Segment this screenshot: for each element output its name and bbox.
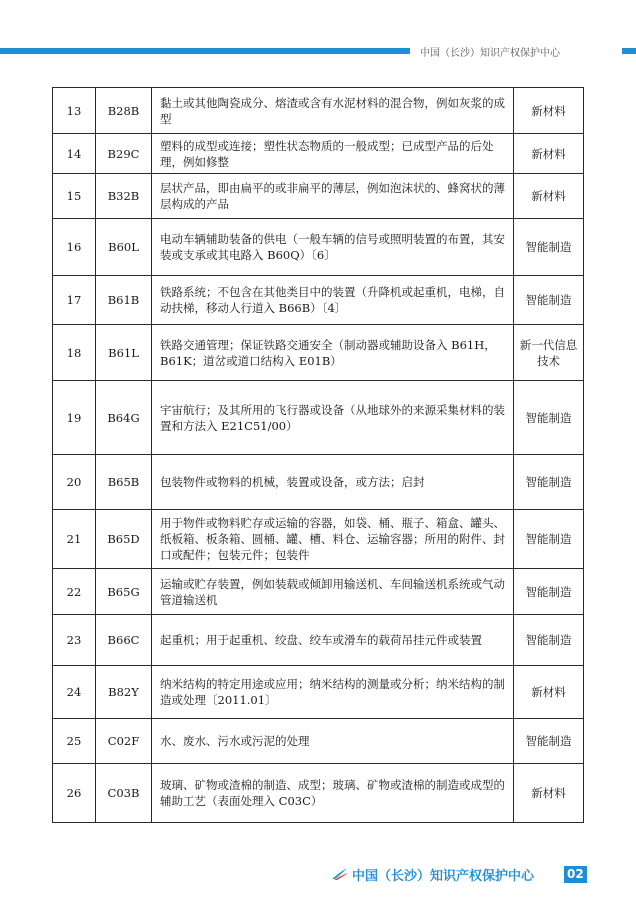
table-row [53, 174, 584, 219]
row-description: 层状产品，即由扁平的或非扁平的薄层，例如泡沫状的、蜂窝状的薄层构成的产品 [152, 174, 514, 219]
row-number: 16 [53, 219, 96, 276]
industry-category: 智能制造 [514, 276, 584, 325]
row-number: 17 [53, 276, 96, 325]
industry-category: 智能制造 [514, 455, 584, 510]
ipc-code: C02F [96, 719, 152, 764]
row-description: 用于物件或物料贮存或运输的容器，如袋、桶、瓶子、箱盒、罐头、纸板箱、板条箱、圆桶、罐、槽、料仓、运输容器；所用的附件、封口或配件；包装元件；包装件 [152, 510, 514, 569]
row-number: 24 [53, 666, 96, 719]
ipc-code: B65B [96, 455, 152, 510]
table-row [53, 219, 584, 276]
ipc-code: B60L [96, 219, 152, 276]
row-description: 起重机；用于起重机、绞盘、绞车或滑车的载荷吊挂元件或装置 [152, 615, 514, 666]
industry-category: 新材料 [514, 764, 584, 823]
row-number: 23 [53, 615, 96, 666]
row-description: 运输或贮存装置，例如装载或倾卸用输送机、车间输送机系统或气动管道输送机 [152, 569, 514, 615]
table-row [53, 276, 584, 325]
table-row [53, 88, 584, 134]
row-description: 纳米结构的特定用途或应用；纳米结构的测量或分析；纳米结构的制造或处理〔2011.01〕 [152, 666, 514, 719]
table-row [53, 666, 584, 719]
row-description: 电动车辆辅助装备的供电（一般车辆的信号或照明装置的布置，其安装或支承或其电路入 B60Q）〔6〕 [152, 219, 514, 276]
table-row [53, 615, 584, 666]
ipc-code: B65G [96, 569, 152, 615]
header-org-label: 中国（长沙）知识产权保护中心 [420, 48, 560, 59]
row-number: 25 [53, 719, 96, 764]
industry-category: 智能制造 [514, 510, 584, 569]
industry-category: 智能制造 [514, 569, 584, 615]
page-number: 02 [564, 866, 587, 883]
row-number: 18 [53, 325, 96, 381]
table-row [53, 134, 584, 174]
row-number: 14 [53, 134, 96, 174]
industry-category: 智能制造 [514, 615, 584, 666]
ipc-code: B29C [96, 134, 152, 174]
row-number: 22 [53, 569, 96, 615]
ipc-code: C03B [96, 764, 152, 823]
table-row [53, 455, 584, 510]
industry-category: 智能制造 [514, 719, 584, 764]
industry-category: 智能制造 [514, 219, 584, 276]
ipc-code: B61B [96, 276, 152, 325]
row-description: 宇宙航行；及其所用的飞行器或设备（从地球外的来源采集材料的装置和方法入 E21C51/00） [152, 381, 514, 455]
industry-category: 新材料 [514, 134, 584, 174]
row-number: 15 [53, 174, 96, 219]
table-row [53, 381, 584, 455]
ipc-code: B65D [96, 510, 152, 569]
industry-category: 新材料 [514, 88, 584, 134]
ipc-code: B32B [96, 174, 152, 219]
classification-table [52, 87, 584, 823]
industry-category: 新一代信息技术 [514, 325, 584, 381]
header-stripe [0, 48, 410, 54]
table-row [53, 719, 584, 764]
footer-org-label: 中国（长沙）知识产权保护中心 [352, 869, 535, 884]
row-number: 19 [53, 381, 96, 455]
row-number: 21 [53, 510, 96, 569]
table-row [53, 569, 584, 615]
row-description: 黏土或其他陶瓷成分、熔渣或含有水泥材料的混合物，例如灰浆的成型 [152, 88, 514, 134]
industry-category: 智能制造 [514, 381, 584, 455]
swoosh-logo-icon [331, 867, 349, 881]
row-description: 塑料的成型或连接；塑性状态物质的一般成型；已成型产品的后处理，例如修整 [152, 134, 514, 174]
header-stripe-end [622, 48, 636, 54]
row-number: 26 [53, 764, 96, 823]
table-row [53, 510, 584, 569]
row-description: 玻璃、矿物或渣棉的制造、成型；玻璃、矿物或渣棉的制造或成型的辅助工艺（表面处理入 C03C） [152, 764, 514, 823]
ipc-code: B64G [96, 381, 152, 455]
ipc-code: B82Y [96, 666, 152, 719]
header-bar [0, 45, 636, 59]
industry-category: 新材料 [514, 666, 584, 719]
row-number: 20 [53, 455, 96, 510]
ipc-code: B28B [96, 88, 152, 134]
row-description: 铁路交通管理；保证铁路交通安全（制动器或辅助设备入 B61H，B61K；道岔或道口结构入 E01B） [152, 325, 514, 381]
page-footer [0, 862, 636, 886]
row-description: 铁路系统；不包含在其他类目中的装置（升降机或起重机，电梯，自动扶梯，移动人行道入 B66B）〔4〕 [152, 276, 514, 325]
table-row [53, 325, 584, 381]
table-row [53, 764, 584, 823]
row-number: 13 [53, 88, 96, 134]
industry-category: 新材料 [514, 174, 584, 219]
ipc-code: B66C [96, 615, 152, 666]
row-description: 包装物件或物料的机械，装置或设备，或方法；启封 [152, 455, 514, 510]
ipc-code: B61L [96, 325, 152, 381]
row-description: 水、废水、污水或污泥的处理 [152, 719, 514, 764]
